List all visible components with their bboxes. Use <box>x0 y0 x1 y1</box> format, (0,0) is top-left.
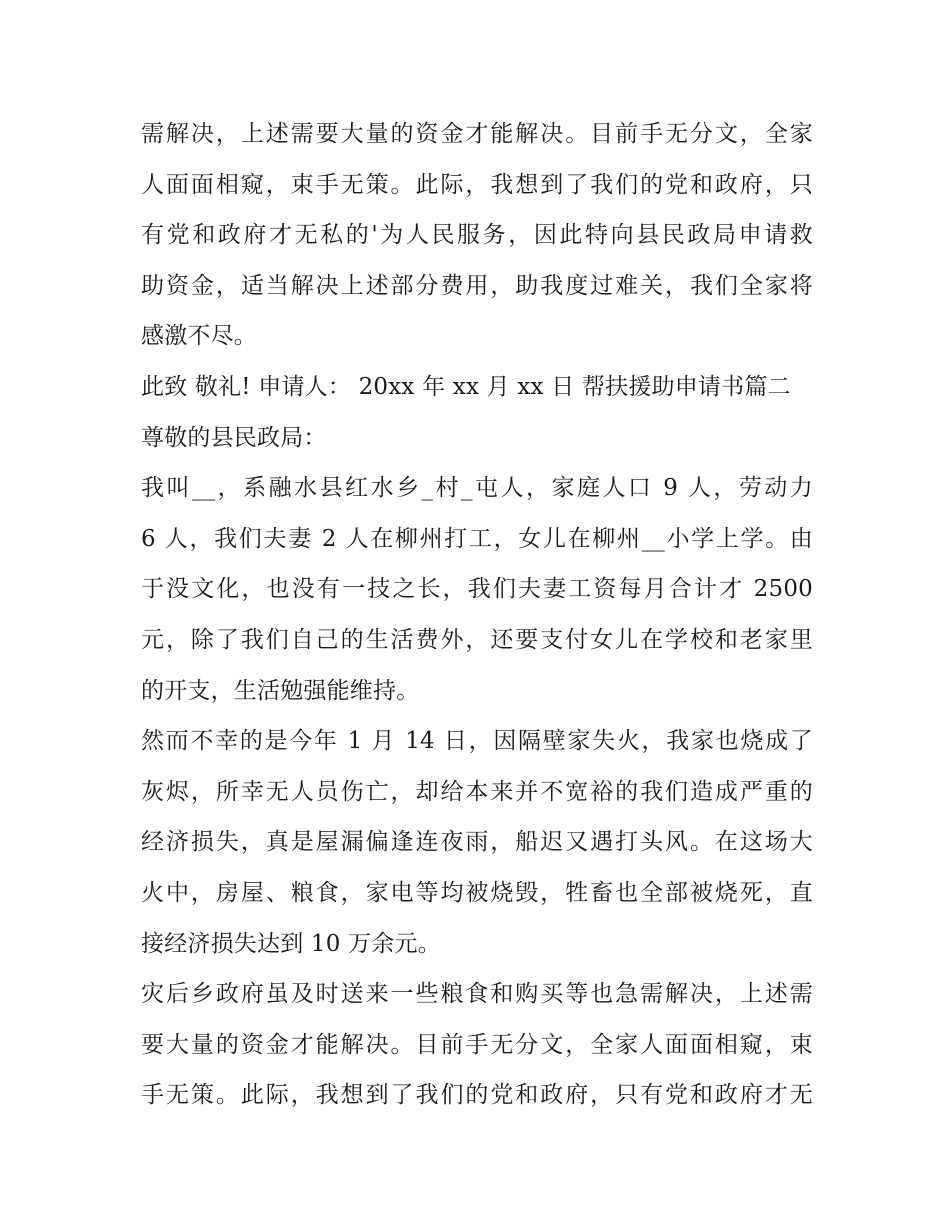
text-line: 灾后乡政府虽及时送来一些粮食和购买等也急需解决，上述需 <box>141 981 813 1008</box>
text-line: 灰烬，所幸无人员伤亡，却给本来并不宽裕的我们造成严重的 <box>141 778 813 805</box>
text-line: 手无策。此际，我想到了我们的党和政府，只有党和政府才无 <box>141 1082 813 1109</box>
text-line: 经济损失，真是屋漏偏逢连夜雨，船迟又遇打头风。在这场大 <box>141 829 813 856</box>
closing-and-title-line: 此致 敬礼! 申请人： 20xx 年 xx 月 xx 日 帮扶援助申请书篇二 <box>141 373 791 400</box>
text-line: 助资金，适当解决上述部分费用，助我度过难关，我们全家将 <box>141 272 813 299</box>
text-line: 我叫__，系融水县红水乡_村_屯人，家庭人口 9 人，劳动力 <box>141 475 813 502</box>
text-line: 人面面相窥，束手无策。此际，我想到了我们的党和政府，只 <box>141 171 813 198</box>
text-line: 然而不幸的是今年 1 月 14 日，因隔壁家失火，我家也烧成了 <box>141 728 813 755</box>
document-body <box>141 109 813 1121</box>
text-line: 元，除了我们自己的生活费外，还要支付女儿在学校和老家里 <box>141 626 813 653</box>
text-line: 有党和政府才无私的'为人民服务，因此特向县民政局申请救 <box>141 222 813 249</box>
salutation: 尊敬的县民政局： <box>141 424 327 451</box>
text-line: 6 人，我们夫妻 2 人在柳州打工，女儿在柳州__小学上学。由 <box>141 525 813 552</box>
text-line: 于没文化，也没有一技之长，我们夫妻工资每月合计才 2500 <box>141 576 813 603</box>
text-line: 需解决，上述需要大量的资金才能解决。目前手无分文，全家 <box>141 121 813 147</box>
text-line: 的开支，生活勉强能维持。 <box>141 677 420 704</box>
text-line: 要大量的资金才能解决。目前手无分文，全家人面面相窥，束 <box>141 1031 813 1058</box>
text-line: 感激不尽。 <box>141 323 257 350</box>
text-line: 接经济损失达到 10 万余元。 <box>141 930 441 957</box>
text-line: 火中，房屋、粮食，家电等均被烧毁，牲畜也全部被烧死，直 <box>141 879 813 906</box>
